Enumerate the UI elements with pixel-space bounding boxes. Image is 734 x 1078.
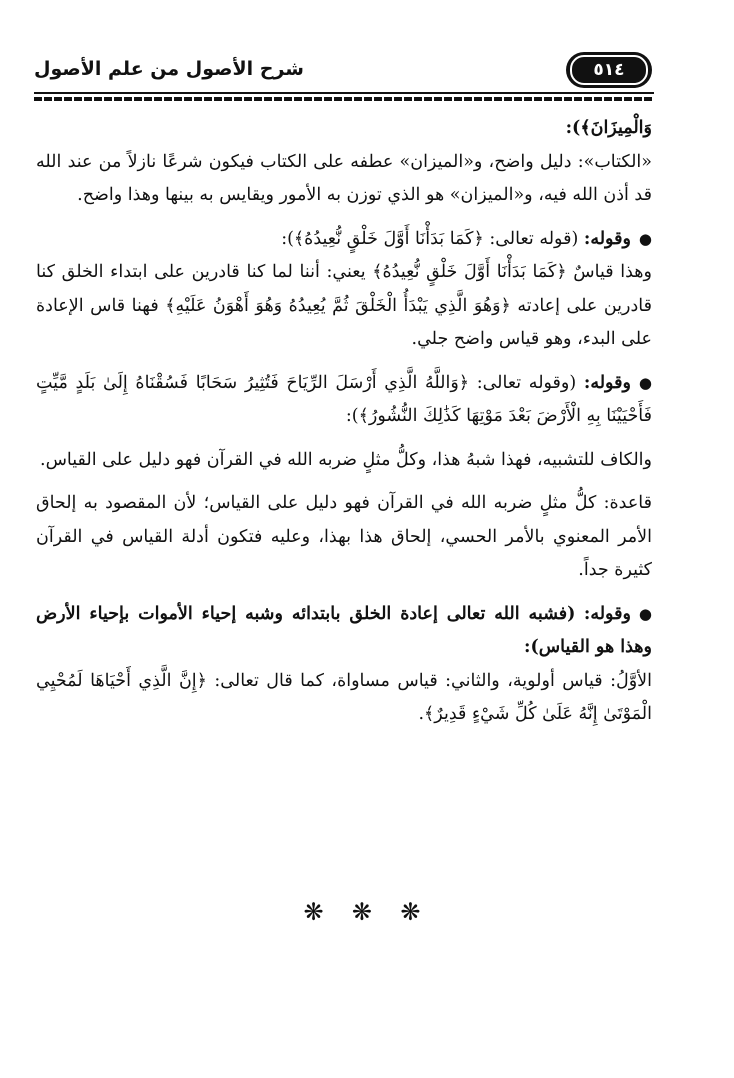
section-separator: ❋ ❋ ❋ bbox=[303, 898, 431, 926]
quote-label: وقوله: bbox=[583, 603, 631, 624]
paragraph-verse-end: وَالْمِيزَانَ﴾): bbox=[565, 118, 652, 138]
paragraph-quote-2 bbox=[36, 367, 652, 434]
quote-text: (وقوله تعالى: ﴿وَاللَّهُ الَّذِي أَرْسَلَ الرِّيَاحَ فَتُثِيرُ سَحَابًا فَسُقْنَاهُ إِلَىٰ بَلَدٍ مَّيِّتٍ فَأَحْيَيْنَا بِهِ الْأَرْضَ بَعْدَ مَوْتِهَا كَذَٰلِكَ النُّشُورُ﴾): bbox=[36, 372, 652, 426]
quote-label: وقوله: bbox=[583, 372, 631, 393]
quote-label: وقوله: bbox=[583, 228, 631, 249]
paragraph-explanation-2: والكاف للتشبيه، فهذا شبهُ هذا، وكلُّ مثلٍ ضربه الله في القرآن فهو دليل على القياس. bbox=[40, 449, 652, 470]
book-title: شرح الأصول من علم الأصول bbox=[34, 58, 304, 80]
quote-text: (فشبه الله تعالى إعادة الخلق بابتدائه وشبه إحياء الأموات بإحياء الأرض وهذا هو القياس): bbox=[36, 603, 652, 657]
paragraph-conclusion: الأوَّلُ: قياس أولوية، والثاني: قياس مساواة، كما قال تعالى: ﴿إِنَّ الَّذِي أَحْيَاهَا لَمُحْيِي الْمَوْتَىٰ إِنَّهُ عَلَىٰ كُلِّ شَيْءٍ قَدِيرٌ﴾. bbox=[36, 670, 652, 724]
bullet-dot-icon: ● bbox=[638, 229, 652, 248]
header-line bbox=[34, 92, 654, 94]
quote-text: (قوله تعالى: ﴿كَمَا بَدَأْنَا أَوَّلَ خَلْقٍ نُّعِيدُهُ﴾): bbox=[281, 228, 579, 249]
bullet-dot-icon: ● bbox=[638, 373, 652, 392]
paragraph-quote-1 bbox=[36, 223, 652, 257]
header-dashed-line bbox=[34, 97, 654, 101]
page-number: ٥١٤ bbox=[570, 55, 648, 85]
page-number-badge bbox=[566, 52, 652, 88]
header-rule bbox=[34, 92, 654, 104]
paragraph-rule: قاعدة: كلُّ مثلٍ ضربه الله في القرآن فهو دليل على القياس؛ لأن المقصود به إلحاق الأمر المعنوي بالأمر الحسي، إلحاق هذا بهذا، وعليه فتكون أدلة القياس في القرآن كثيرة جداً. bbox=[36, 493, 652, 580]
page-content bbox=[36, 112, 652, 732]
paragraph-explanation-1: وهذا قياسٌ ﴿كَمَا بَدَأْنَا أَوَّلَ خَلْقٍ نُّعِيدُهُ﴾ يعني: أننا لما كنا قادرين على ابتداء الخلق كنا قادرين على إعادته ﴿وَهُوَ الَّذِي يَبْدَأُ الْخَلْقَ ثُمَّ يُعِيدُهُ وَهُوَ أَهْوَنُ عَلَيْهِ﴾ فهنا قاس الإعادة على البدء، وهو قياس واضح جلي. bbox=[36, 262, 652, 349]
paragraph-definition: «الكتاب»: دليل واضح، و«الميزان» عطفه على الكتاب فيكون شرعًا نازلاً من عند الله قد أذن الله فيه، و«الميزان» هو الذي توزن به الأمور ويقايس به بينها وهذا واضح. bbox=[36, 151, 652, 205]
page-header bbox=[34, 52, 654, 92]
bullet-dot-icon: ● bbox=[638, 604, 652, 623]
paragraph-quote-3 bbox=[36, 598, 652, 665]
